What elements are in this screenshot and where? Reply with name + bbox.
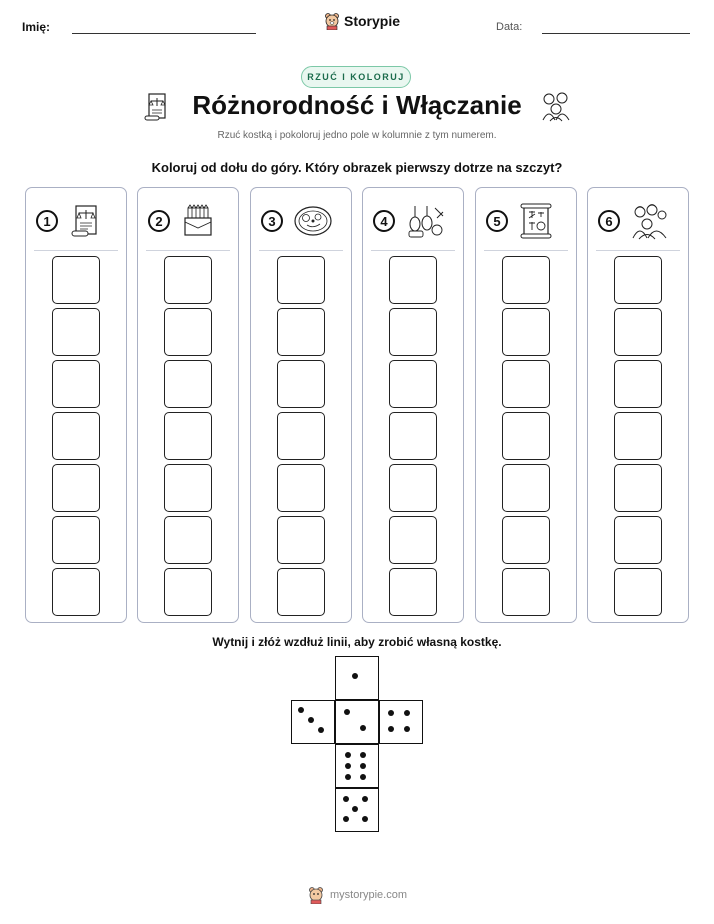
scales-document-icon [68,204,102,238]
date-line[interactable] [542,33,690,34]
color-cell[interactable] [614,464,662,512]
color-cell[interactable] [164,516,212,564]
color-cell[interactable] [502,516,550,564]
color-cell[interactable] [164,256,212,304]
color-cell[interactable] [389,308,437,356]
name-label: Imię: [22,20,51,34]
color-cell[interactable] [277,516,325,564]
color-cell[interactable] [52,516,100,564]
color-cell[interactable] [52,256,100,304]
column-number: 6 [598,210,620,232]
dice-net [290,656,426,836]
color-cell[interactable] [164,464,212,512]
color-cell[interactable] [164,360,212,408]
color-cell[interactable] [502,568,550,616]
color-cell[interactable] [277,412,325,460]
column-6 [587,187,689,623]
bear-icon [324,12,340,30]
dice-face-5 [335,788,379,832]
color-cell[interactable] [614,516,662,564]
name-line[interactable] [72,33,256,34]
color-cell[interactable] [164,308,212,356]
footer-url[interactable]: mystorypie.com [330,889,408,901]
instruments-icon [405,204,445,238]
color-cell[interactable] [277,464,325,512]
color-cell[interactable] [277,360,325,408]
footer [308,886,407,904]
color-cell[interactable] [389,360,437,408]
color-cell[interactable] [52,464,100,512]
color-cell[interactable] [277,256,325,304]
color-cell[interactable] [614,360,662,408]
column-number: 1 [36,210,58,232]
crayon-box-icon [180,204,214,238]
dice-face-6 [335,744,379,788]
color-cell[interactable] [52,412,100,460]
color-cell[interactable] [52,360,100,408]
dice-face-4 [379,700,423,744]
color-cell[interactable] [502,256,550,304]
instruction: Koloruj od dołu do góry. Który obrazek pierwszy dotrze na szczyt? [151,160,563,175]
color-cell[interactable] [389,256,437,304]
color-cell[interactable] [614,412,662,460]
color-cell[interactable] [614,256,662,304]
color-cell[interactable] [164,412,212,460]
brand-name: Storypie [344,13,401,29]
color-cell[interactable] [614,308,662,356]
dice-face-2 [335,700,379,744]
color-cell[interactable] [502,464,550,512]
subtitle: Rzuć kostką i pokoloruj jedno pole w kolumnie z tym numerem. [217,130,497,141]
date-label: Data: [496,21,523,33]
column-2 [137,187,239,623]
column-number: 4 [373,210,395,232]
language-scroll-icon [518,203,554,239]
column-number: 5 [486,210,508,232]
page-title: Różnorodność i Włączanie [192,90,522,120]
color-cell[interactable] [389,516,437,564]
color-cell[interactable] [52,568,100,616]
brand-logo [324,12,400,30]
color-cell[interactable] [614,568,662,616]
title-people-icon [540,90,572,122]
dice-face-3 [291,700,335,744]
dice-face-1 [335,656,379,700]
column-5 [475,187,577,623]
column-4 [362,187,464,623]
food-plate-icon [293,204,333,238]
bear-icon [308,886,324,904]
cut-instruction: Wytnij i złóż wzdłuż linii, aby zrobić własną kostkę. [212,635,502,649]
diverse-people-icon [630,202,670,240]
column-3 [250,187,352,623]
color-cell[interactable] [389,464,437,512]
column-number: 2 [148,210,170,232]
color-cell[interactable] [389,568,437,616]
color-cell[interactable] [389,412,437,460]
color-cell[interactable] [277,568,325,616]
color-cell[interactable] [277,308,325,356]
color-cell[interactable] [52,308,100,356]
activity-badge: RZUĆ I KOLORUJ [301,66,411,88]
column-1 [25,187,127,623]
column-number: 3 [261,210,283,232]
color-cell[interactable] [164,568,212,616]
color-cell[interactable] [502,412,550,460]
color-cell[interactable] [502,360,550,408]
color-cell[interactable] [502,308,550,356]
